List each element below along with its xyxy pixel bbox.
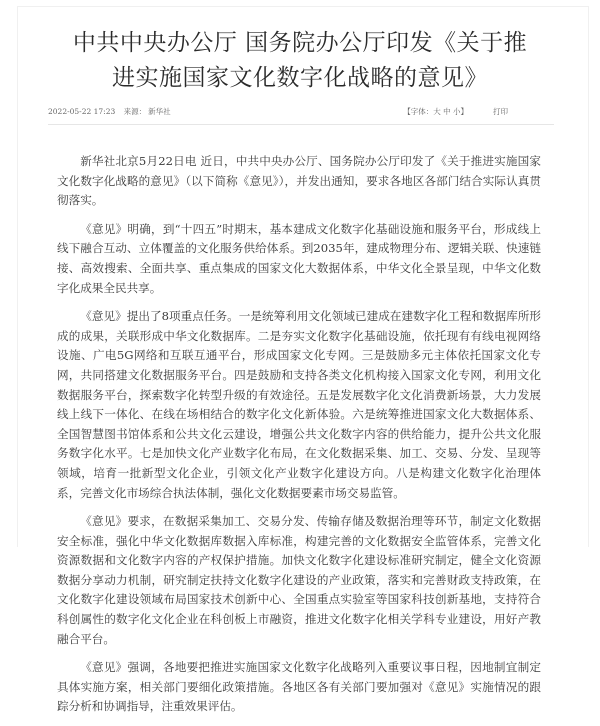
divider (48, 124, 554, 125)
article-body (57, 152, 541, 726)
paragraph: 新华社北京5月22日电 近日，中共中央办公厅、国务院办公厅印发了《关于推进实施国家文化数字化战略的意见》（以下简称《意见》），并发出通知，要求各地区各部门结合实际认真贯彻落实。 (57, 154, 541, 208)
source-name: 新华社 (148, 107, 171, 116)
paragraph: 《意见》要求，在数据采集加工、交易分发、传输存储及数据治理等环节，制定文化数据安全标准，强化中华文化数据库数据入库标准，构建完善的文化数据安全监管体系，完善文化资源数据和文化数字内容的产权保护措施。加快文化数字化建设标准研究制定，健全文化资源数据分享动力机制，研究制定扶持文化数字化建设的产业政策，落实和完善财政支持政策，在文化数字化建设领域布局国家技术创新中心、全国重点实验室等国家科技创新基地，支持符合科创属性的数字化文化企业在科创板上市融资，推进文化数字化相关学科专业建设，用好产教融合平台。 (57, 514, 541, 646)
paragraph: 《意见》强调，各地要把推进实施国家文化数字化战略列入重要议事日程，因地制宜制定具体实施方案，相关部门要细化政策措施。各地区各有关部门要加强对《意见》实施情况的跟踪分析和协调指导，注重效果评估。 (57, 660, 541, 714)
font-size-selector[interactable]: 【字体：大 中 小】 (403, 107, 468, 116)
print-link[interactable]: 打印 (493, 107, 508, 116)
source-label: 来源： (123, 107, 147, 116)
article-title: 中共中央办公厅 国务院办公厅印发《关于推进实施国家文化数字化战略的意见》 (72, 30, 528, 91)
article-meta (48, 106, 554, 117)
paragraph: 《意见》提出了8项重点任务。一是统筹利用文化领域已建成在建数字化工程和数据库所形成的成果，关联形成中华文化数据库。二是夯实文化数字化基础设施，依托现有有线电视网络设施、广电5G网络和互联互通平台，形成国家文化专网。三是鼓励多元主体依托国家文化专网，共同搭建文化数据服务平台。四是鼓励和支持各类文化机构接入国家文化专网，利用文化数据服务平台，探索数字化转型升级的有效途径。五是发展数字化文化消费新场景，大力发展线上线下一体化、在线在场相结合的数字化文化新体验。六是统筹推进国家文化大数据体系、全国智慧图书馆体系和公共文化云建设，增强公共文化数字内容的供给能力，提升公共文化服务数字化水平。七是加快文化产业数字化布局，在文化数据采集、加工、交易、分发、呈现等领域，培育一批新型文化企业，引领文化产业数字化建设方向。八是构建文化数字化治理体系，完善文化市场综合执法体制，强化文化数据要素市场交易监管。 (57, 309, 541, 500)
paragraph: 《意见》明确，到“十四五”时期末，基本建成文化数字化基础设施和服务平台，形成线上线下融合互动、立体覆盖的文化服务供给体系。到2035年，建成物理分布、逻辑关联、快速链接、高效搜索、全面共享、重点集成的国家文化大数据体系，中华文化全景呈现，中华文化数字化成果全民共享。 (57, 221, 541, 295)
publish-datetime: 2022-05-22 17:23 (48, 107, 116, 116)
